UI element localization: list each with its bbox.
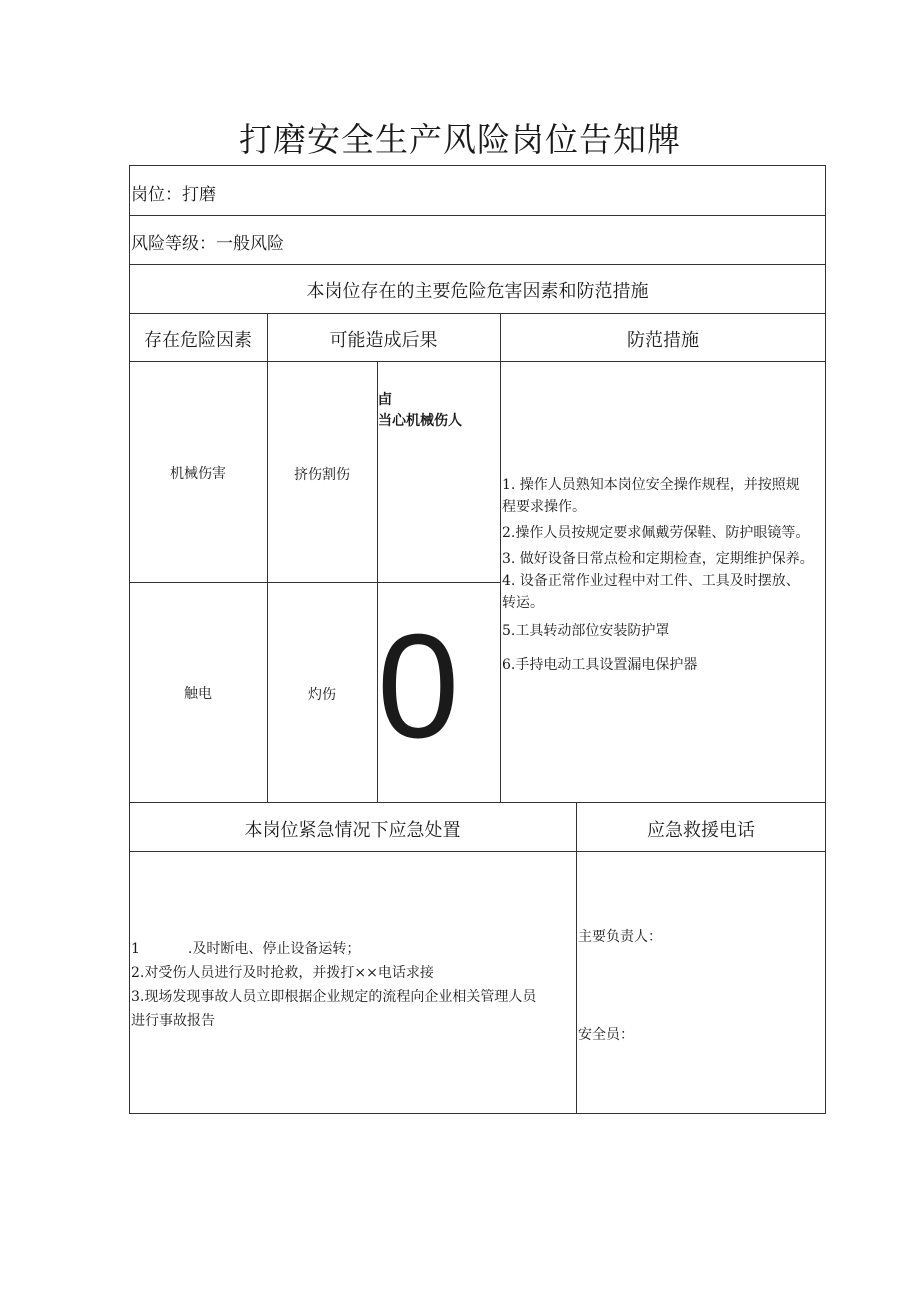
row-divider — [129, 802, 826, 803]
row-divider — [129, 361, 826, 362]
phone-section-title: 应急救援电话 — [647, 820, 755, 841]
emergency-list — [131, 937, 575, 1033]
warning-sign-text: 当心机械伤人 — [378, 413, 462, 429]
risk-level-label: 风险等级：一般风险 — [131, 234, 284, 254]
consequence-cell: 挤伤割伤 — [294, 467, 350, 483]
emergency-item-text: .及时断电、停止设备运转； — [187, 941, 361, 957]
post-label: 岗位：打磨 — [131, 185, 216, 205]
measure-line: 3. 做好设备日常点检和定期检查，定期维护保养。 — [502, 551, 814, 567]
emergency-item: 2.对受伤人员进行及时抢救，并拨打××电话求接 — [131, 965, 434, 981]
safety-officer-label: 安全员： — [578, 1027, 634, 1043]
row-divider — [129, 215, 826, 216]
row-divider — [129, 582, 501, 583]
measure-line: 6.手持电动工具设置漏电保护器 — [502, 657, 698, 673]
measure-line: 4. 设备正常作业过程中对工件、工具及时摆放、 — [502, 573, 800, 589]
emergency-item-number: 1 — [131, 941, 140, 957]
hazards-section-title: 本岗位存在的主要危险危害因素和防范措施 — [306, 281, 649, 302]
column-header-consequence: 可能造成后果 — [329, 330, 438, 351]
row-divider — [129, 264, 826, 265]
measure-line: 程要求操作。 — [502, 499, 586, 515]
measures-list — [502, 474, 826, 676]
row-divider — [129, 313, 826, 314]
warning-sign-digit: 0 — [377, 604, 460, 769]
hazard-cell: 触电 — [184, 686, 212, 702]
consequence-cell: 灼伤 — [308, 687, 336, 703]
column-header-hazard: 存在危险因素 — [144, 330, 252, 351]
emergency-item: 3.现场发现事故人员立即根据企业规定的流程向企业相关管理人员 — [131, 989, 537, 1005]
col-divider — [576, 802, 577, 1114]
measure-line: 转运。 — [502, 595, 544, 611]
hazard-cell: 机械伤害 — [170, 466, 226, 482]
col-divider — [267, 313, 268, 802]
column-header-measures: 防范措施 — [627, 330, 699, 351]
measure-line: 1. 操作人员熟知本岗位安全操作规程，并按照规 — [502, 477, 800, 493]
warning-sign-glyph: 卣 — [378, 392, 392, 408]
row-divider — [129, 851, 826, 852]
measure-line: 5.工具转动部位安装防护罩 — [502, 623, 670, 639]
main-person-label: 主要负责人： — [578, 929, 662, 945]
emergency-item: 进行事故报告 — [131, 1013, 215, 1029]
emergency-item — [131, 937, 575, 961]
emergency-section-title: 本岗位紧急情况下应急处置 — [244, 820, 461, 841]
measure-line: 2.操作人员按规定要求佩戴劳保鞋、防护眼镜等。 — [502, 525, 810, 541]
page-title: 打磨安全生产风险岗位告知牌 — [239, 120, 681, 159]
col-divider — [500, 313, 501, 802]
